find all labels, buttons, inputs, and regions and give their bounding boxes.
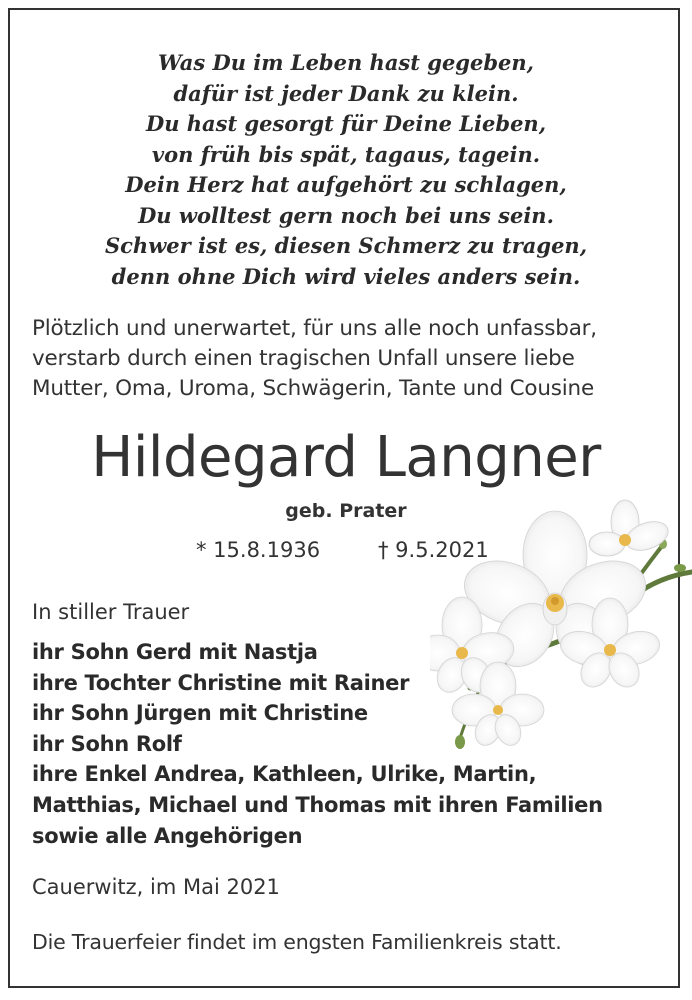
poem-line: Was Du im Leben hast gegeben, [158, 50, 534, 75]
poem-line: Schwer ist es, diesen Schmerz zu tragen, [104, 233, 588, 258]
place-and-date: Cauerwitz, im Mai 2021 [32, 875, 280, 899]
poem-line: von früh bis spät, tagaus, tagein. [151, 141, 541, 167]
announcement-line: Mutter, Oma, Uroma, Schwägerin, Tante und Cousine [32, 376, 594, 401]
death-date: † 9.5.2021 [378, 538, 489, 562]
announcement-text [32, 314, 672, 404]
mourning-label: In stiller Trauer [32, 600, 190, 624]
poem-line: dafür ist jeder Dank zu klein. [173, 80, 519, 106]
birth-name: geb. Prater [285, 500, 407, 522]
mourner-line: ihr Sohn Gerd mit Nastja [32, 640, 318, 664]
mourner-line: ihr Sohn Jürgen mit Christine [32, 701, 368, 726]
poem-line: denn ohne Dich wird vieles anders sein. [111, 263, 581, 289]
mourner-line: ihr Sohn Rolf [32, 731, 182, 756]
memorial-poem [10, 48, 682, 292]
mourners-list [32, 637, 672, 851]
funeral-note: Die Trauerfeier findet im engsten Familienkreis statt. [32, 930, 562, 954]
birth-date: * 15.8.1936 [196, 538, 321, 562]
deceased-name: Hildegard Langner [91, 425, 601, 490]
mourner-line: Matthias, Michael und Thomas mit ihren Familien [32, 792, 603, 817]
mourner-line: ihre Enkel Andrea, Kathleen, Ulrike, Martin, [32, 762, 537, 787]
poem-line: Du wolltest gern noch bei uns sein. [138, 202, 554, 228]
poem-line: Du hast gesorgt für Deine Lieben, [145, 111, 547, 136]
mourner-line: sowie alle Angehörigen [32, 823, 303, 848]
announcement-line: Plötzlich und unerwartet, für uns alle noch unfassbar, [32, 316, 597, 341]
announcement-line: verstarb durch einen tragischen Unfall unsere liebe [32, 346, 575, 371]
mourner-line: ihre Tochter Christine mit Rainer [32, 670, 410, 695]
poem-line: Dein Herz hat aufgehört zu schlagen, [125, 172, 567, 197]
